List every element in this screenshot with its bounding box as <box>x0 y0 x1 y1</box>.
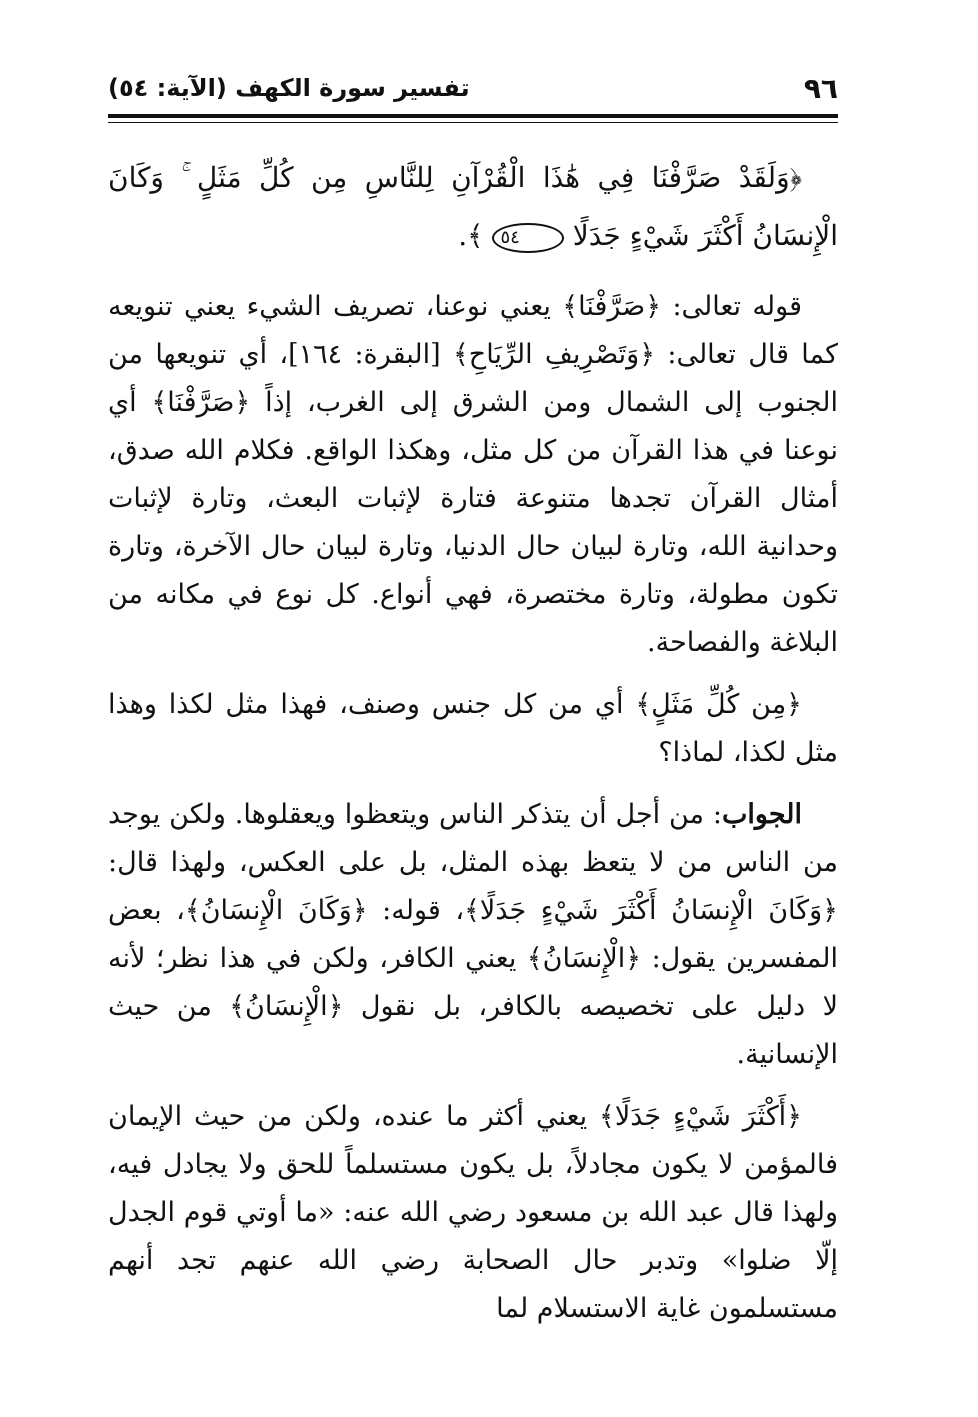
running-title: تفسير سورة الكهف (الآية: ٥٤) <box>108 74 470 102</box>
page-number: ٩٦ <box>803 71 838 105</box>
verse-end: ﴾. <box>458 219 484 252</box>
ayah-number-marker: ٥٤ <box>492 223 563 253</box>
answer-paragraph <box>108 791 838 1079</box>
paragraph-2: ﴿مِن كُلِّ مَثَلٍ﴾ أي من كل جنس وصنف، فهذا مثل لكذا وهذا مثل لكذا، لماذا؟ <box>108 689 838 768</box>
paragraph-4: ﴿أَكْثَرَ شَيْءٍ جَدَلًا﴾ يعني أكثر ما عنده، ولكن من حيث الإيمان فالمؤمن لا يكون مجادلاً، بل يكون مستسلماً للحق ولا يجادل فيه، ولهذا قال عبد الله بن مسعود رضي الله عنه: «ما أوتي قوم الجدل إلّا ضلوا» وتدبر حال الصحابة رضي الله عنهم تجد أنهم مستسلمون غاية الاستسلام لما <box>108 1101 838 1324</box>
header-rule-thick <box>108 114 838 118</box>
page-body <box>108 149 838 1333</box>
verse-text: ﴿وَلَقَدْ صَرَّفْنَا فِي هَٰذَا الْقُرْآنِ لِلنَّاسِ مِن كُلِّ مَثَلٍ ۚ وَكَانَ الْإِنسَانُ أَكْثَرَ شَيْءٍ جَدَلًا <box>108 161 838 252</box>
paragraph-1: قوله تعالى: ﴿صَرَّفْنَا﴾ يعني نوعنا، تصريف الشيء يعني تنويعه كما قال تعالى: ﴿وَتَصْرِيفِ الرِّيَاحِ﴾ [البقرة: ١٦٤]، أي تنويعها من الجنوب إلى الشمال ومن الشرق إلى الغرب، إذاً ﴿صَرَّفْنَا﴾ أي نوعنا في هذا القرآن من كل مثل، وهكذا الواقع. فكلام الله صدق، أمثال القرآن تجدها متنوعة فتارة لإثبات البعث، وتارة لإثبات وحدانية الله، وتارة لبيان حال الدنيا، وتارة لبيان حال الآخرة، وتارة تكون مطولة، وتارة مختصرة، فهي أنواع. كل نوع في مكانه من البلاغة والفصاحة. <box>108 291 838 658</box>
answer-text: : من أجل أن يتذكر الناس ويتعظوا ويعقلوها. ولكن يوجد من الناس من لا يتعظ بهذه المثل، بل على العكس، ولهذا قال: ﴿وَكَانَ الْإِنسَانُ أَكْثَرَ شَيْءٍ جَدَلًا﴾، قوله: ﴿وَكَانَ الْإِنسَانُ﴾، بعض المفسرين يقول: ﴿الْإِنسَانُ﴾ يعني الكافر، ولكن في هذا نظر؛ لأنه لا دليل على تخصيصه بالكافر، بل نقول ﴿الْإِنسَانُ﴾ من حيث الإنسانية. <box>108 799 838 1070</box>
answer-label: الجواب <box>721 799 802 830</box>
quran-verse <box>108 149 838 265</box>
book-page <box>108 64 838 1374</box>
header-rule-thin <box>108 122 838 123</box>
page-header <box>108 64 838 112</box>
